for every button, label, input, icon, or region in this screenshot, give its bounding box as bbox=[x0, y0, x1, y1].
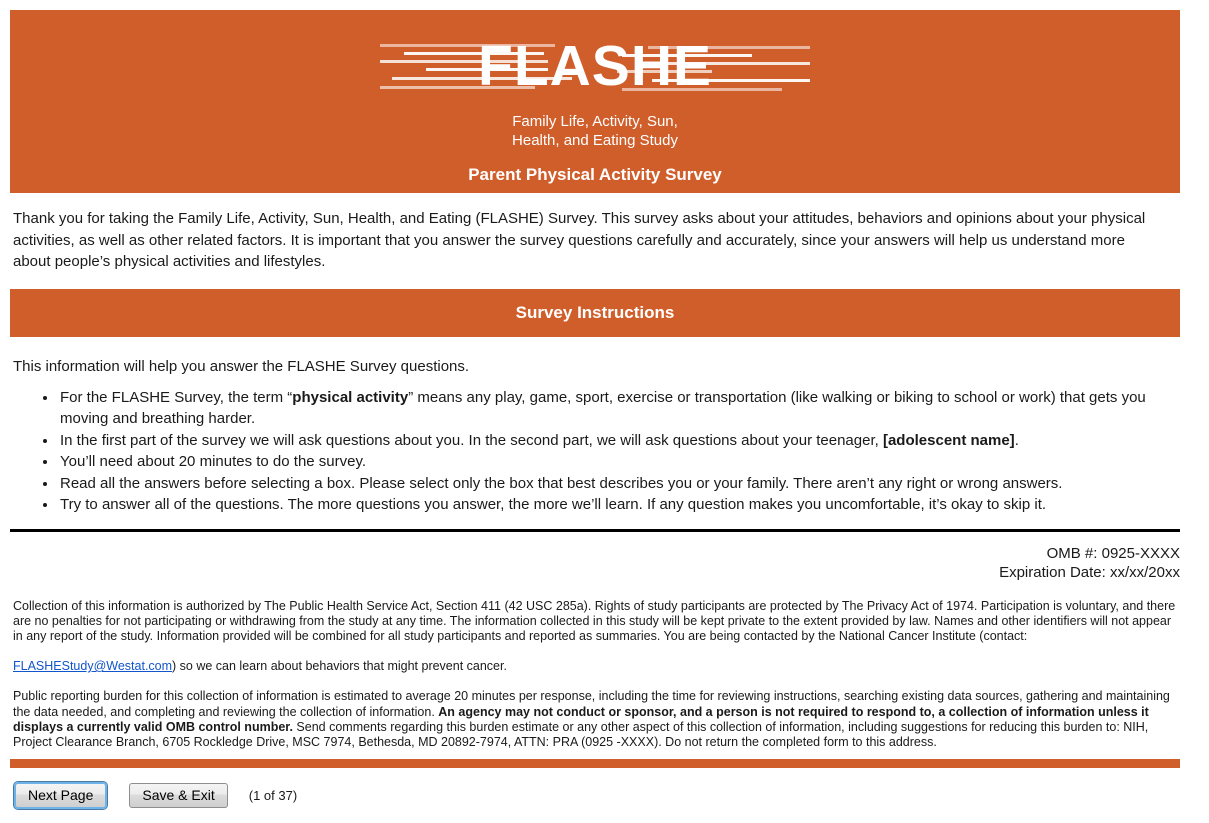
survey-page bbox=[10, 10, 1180, 809]
text-segment: ) so we can learn about behaviors that might prevent cancer. bbox=[172, 659, 507, 674]
survey-instructions-title: Survey Instructions bbox=[515, 302, 675, 322]
section-divider bbox=[10, 529, 1180, 532]
text-segment: . bbox=[1014, 431, 1019, 449]
bold-text: [adolescent name] bbox=[882, 431, 1015, 449]
bullet-item bbox=[58, 430, 1170, 452]
instructions-lead: This information will help you answer the FLASHE Survey questions. bbox=[13, 357, 470, 375]
page-title: Parent Physical Activity Survey bbox=[468, 165, 722, 184]
omb-block bbox=[10, 544, 1180, 582]
omb-expiration: Expiration Date: xx/xx/20xx bbox=[999, 563, 1180, 581]
bullet-item bbox=[58, 494, 1170, 516]
legal-paragraph-1 bbox=[13, 599, 1180, 645]
logo-subtitle bbox=[10, 112, 1180, 150]
bullet-item bbox=[58, 473, 1170, 495]
logo-text: FLASHE bbox=[478, 34, 712, 98]
text-segment: Collection of this information is authorized by The Public Health Service Act, Section 411 (42 USC 285a). Rights of study participants are protected by The Privacy Act of 1974. Participation is voluntary, and there are no penalties for not participating or withdrawing from the study at any time. The information collected in this study will be kept private to the extent provided by law. Names and other identifiers will not appear in any report of the study. Information provided will be combined for all study participants and reported as summaries. You are being contacted by the National Cancer Institute (contact: bbox=[13, 598, 1176, 643]
text-segment: Public reporting burden for this collection of information is estimated to average 20 minutes per response, including the time for reviewing instructions, searching existing data sources, gathering and maintaining the data needed, and completing and reviewing the collection of information. bbox=[13, 689, 1170, 719]
flashe-logo bbox=[380, 34, 810, 98]
omb-number: OMB #: 0925-XXXX bbox=[1046, 544, 1180, 562]
bold-text: An agency may not conduct or sponsor, and a person is not required to respond to, a collection of information unless it displays a currently valid OMB control number. bbox=[13, 704, 1149, 734]
bullet-item bbox=[58, 387, 1170, 430]
next-page-button[interactable]: Next Page bbox=[14, 782, 107, 809]
logo-subtitle-line1: Family Life, Activity, Sun, bbox=[512, 113, 678, 130]
page-indicator: (1 of 37) bbox=[248, 788, 298, 804]
footer-divider-bar bbox=[10, 759, 1180, 768]
legal-link-line bbox=[13, 659, 1180, 674]
text-segment: Send comments regarding this burden estimate or any other aspect of this collection of information, including suggestions for reducing this burden to: NIH, Project Clearance Branch, 6705 Rockledge Drive, MSC 7974, Bethesda, MD 20892-7974, ATTN: PRA (0925 -XXXX). Do not return the completed form to this address. bbox=[13, 719, 1149, 749]
header-banner bbox=[10, 10, 1180, 193]
bullet-item bbox=[58, 451, 1170, 473]
intro-paragraph: Thank you for taking the Family Life, Activity, Sun, Health, and Eating (FLASHE) Survey. This survey asks about your attitudes, behaviors and opinions about your physical activities, as well as other related factors. It is important that you answer the survey questions carefully and accurately, since your answers will help us understand more about people’s physical activities and lifestyles. bbox=[13, 210, 1146, 270]
text-segment: For the FLASHE Survey, the term “ bbox=[60, 388, 293, 406]
logo-subtitle-line2: Health, and Eating Study bbox=[512, 132, 678, 149]
legal-paragraph-2 bbox=[13, 689, 1180, 750]
text-segment: Try to answer all of the questions. The more questions you answer, the more we’ll learn. If any question makes you uncomfortable, it’s okay to skip it. bbox=[60, 496, 1047, 513]
navigation-button-row bbox=[14, 782, 1180, 809]
email-link[interactable]: FLASHEStudy@Westat.com bbox=[13, 659, 173, 674]
text-segment: You’ll need about 20 minutes to do the survey. bbox=[60, 453, 367, 470]
text-segment: In the first part of the survey we will ask questions about you. In the second part, we will ask questions about your teenager, bbox=[60, 431, 883, 449]
instructions-bullet-list bbox=[10, 387, 1170, 516]
text-segment: Read all the answers before selecting a box. Please select only the box that best describes you or your family. There aren’t any right or wrong answers. bbox=[60, 474, 1063, 492]
survey-instructions-banner bbox=[10, 289, 1180, 337]
text-segment: ” means any play, game, sport, exercise or transportation (like walking or biking to school or work) that gets you moving and breathing harder. bbox=[60, 388, 1146, 427]
save-exit-button[interactable]: Save & Exit bbox=[129, 783, 227, 808]
bold-text: physical activity bbox=[292, 388, 409, 406]
